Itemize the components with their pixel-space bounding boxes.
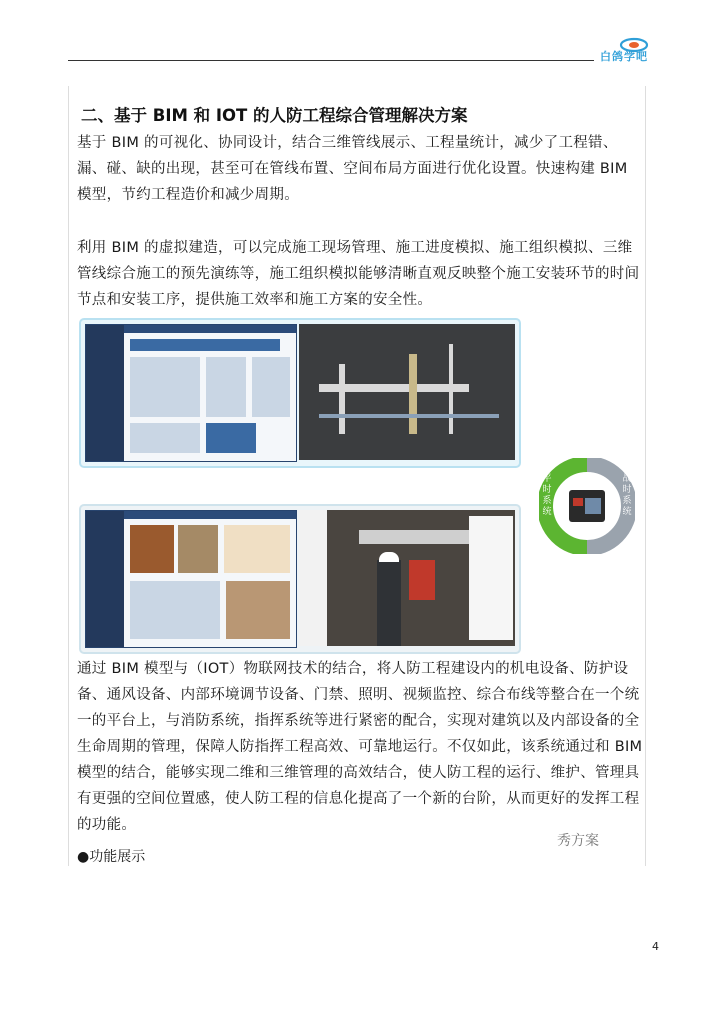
- ui-corridor-image: [178, 525, 218, 573]
- page-number: 4: [652, 940, 659, 953]
- ui-table: [252, 357, 290, 417]
- pipe: [339, 364, 345, 434]
- ui-table: [130, 581, 220, 639]
- site-logo-text: 白鸽学吧: [600, 50, 648, 63]
- section-title: 二、基于 BIM 和 IOT 的人防工程综合管理解决方案: [81, 106, 468, 125]
- pipeline-3d-scene: [299, 324, 515, 460]
- management-ui-panel: [85, 324, 297, 462]
- header-rule: [68, 60, 594, 61]
- paragraph-bim-iot: 通过 BIM 模型与（IOT）物联网技术的结合，将人防工程建设内的机电设备、防护设备、通风设备、内部环境调节设备、门禁、照明、视频监控、综合布线等整合在一个统一的平台上，与消防系统，指挥系统等进行紧密的配合，实现对建筑以及内部设备的全生命周期的管理，保障人防指挥工程高效、可靠地运行。不仅如此，该系统通过和 BIM 模型的结合，能够实现二维和三维管理的高效结合，使人防工程的运行、维护、管理具有更强的空间位置感，使人防工程的信息化提高了一个新的台阶，从而更好的发挥工程的功能。: [77, 661, 643, 833]
- ui-sidebar: [86, 511, 124, 647]
- cycle-right-label: 战时系统: [622, 474, 632, 517]
- ui-icons-panel: [224, 525, 290, 573]
- pipe: [319, 414, 499, 418]
- ui-table: [206, 357, 246, 417]
- ui-photo: [206, 423, 256, 453]
- ui-table: [130, 423, 200, 453]
- ui-equipment-image: [130, 525, 174, 573]
- equipment-red: [409, 560, 435, 600]
- worker-figure: [377, 560, 401, 646]
- pipe: [449, 344, 453, 434]
- pipe: [409, 354, 417, 434]
- watermark: 秀方案: [557, 833, 599, 849]
- cycle-left-label: 平时系统: [542, 474, 552, 517]
- duct: [359, 530, 479, 544]
- content-area: [68, 86, 646, 866]
- paragraph-virtual-construction: 利用 BIM 的虚拟建造，可以完成施工现场管理、施工进度模拟、施工组织模拟、三维管线综合施工的预先演练等，施工组织模拟能够清晰直观反映整个施工安装环节的时间节点和安装工序，提供施工效率和施工方案的安全性。: [77, 240, 640, 308]
- paragraph-bim-design: 基于 BIM 的可视化、协同设计，结合三维管线展示、工程量统计，减少了工程错、漏、碰、缺的出现，甚至可在管线布置、空间布局方面进行优化设置。快速构建 BIM 模型，节约工程造价和减少周期。: [77, 135, 628, 203]
- bullet-feature-display: ●功能展示: [77, 849, 146, 865]
- equipment-3d-scene: [299, 510, 515, 646]
- screenshot-construction-management: [79, 318, 521, 468]
- viewer-sidebar: [299, 510, 327, 646]
- ui-toolbar: [130, 339, 280, 351]
- ui-sidebar: [86, 325, 124, 461]
- screenshot-operation-management: [79, 504, 521, 654]
- info-panel: [469, 516, 513, 640]
- hard-hat-icon: [379, 552, 399, 562]
- ui-table: [130, 357, 200, 417]
- ui-room-image: [226, 581, 290, 639]
- operation-ui-panel: [85, 510, 297, 648]
